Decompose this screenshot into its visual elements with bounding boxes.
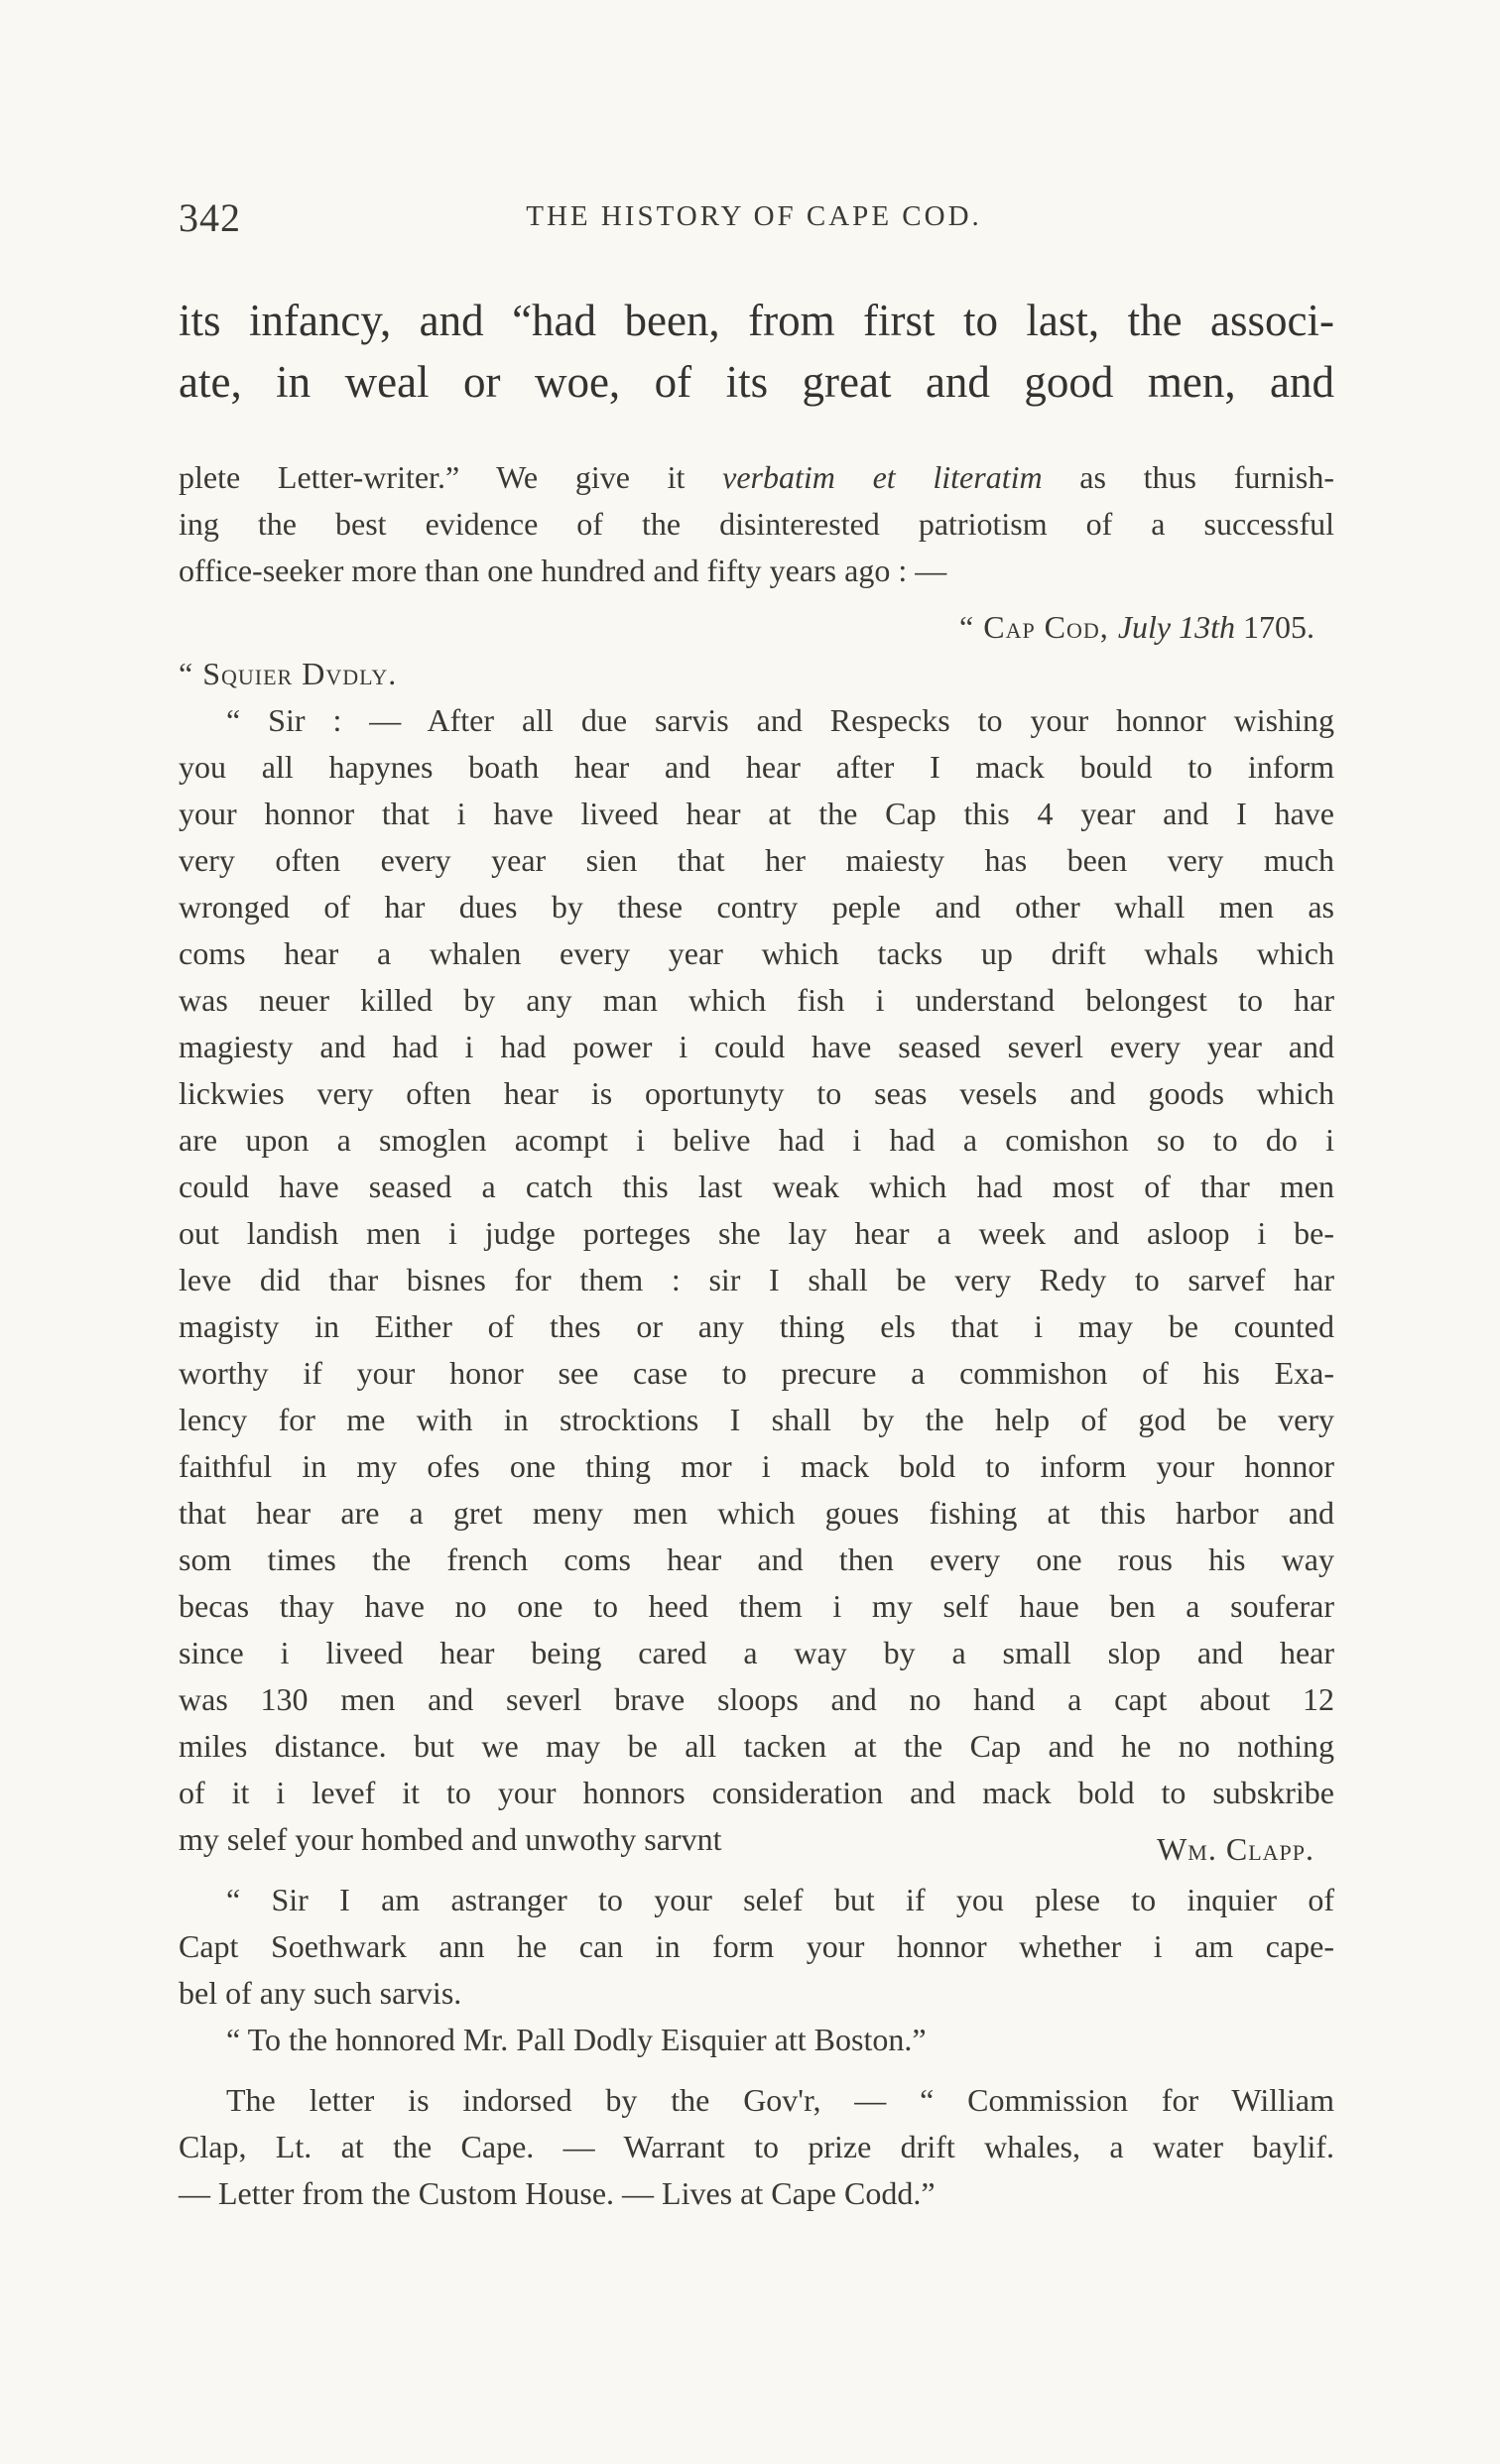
letter-line: lency for me with in strocktions I shall by the help of god be very (179, 1402, 1334, 1437)
postscript-line: Capt Soethwark ann he can in form your honnor whether i am cape- (179, 1928, 1334, 1964)
letter-line: you all hapynes boath hear and hear after I mack bould to inform (179, 749, 1334, 785)
letter-line: “ Sir : — After all due sarvis and Respecks to your honnor wishing (226, 702, 1334, 738)
letter-body (179, 697, 1334, 1867)
letter-line: your honnor that i have liveed hear at the Cap this 4 year and I have (179, 796, 1334, 831)
letter-line: very often every year sien that her maiesty has been very much (179, 842, 1334, 878)
lead-line: its infancy, and “had been, from first to last, the associ- (179, 296, 1334, 345)
intro-text: plete Letter-writer.” We give it (179, 459, 723, 495)
intro-text: as thus furnish- (1042, 459, 1335, 495)
letter-line: worthy if your honor see case to precure a commishon of his Exa- (179, 1355, 1334, 1391)
closing-text: my selef your hombed and unwothy sarvnt (179, 1821, 722, 1857)
intro-line: ing the best evidence of the disinterested patriotism of a successful (179, 506, 1334, 542)
letter-line: leve did thar bisnes for them : sir I shall be very Redy to sarvef har (179, 1262, 1334, 1297)
letter-address: “ To the honnored Mr. Pall Dodly Eisquier att Boston.” (226, 2022, 927, 2057)
letter-line: could have seased a catch this last weak which had most of thar men (179, 1169, 1334, 1204)
postscript-line: “ Sir I am astranger to your selef but if you plese to inquier of (226, 1882, 1334, 1917)
dateline-place: “ Cap Cod, (959, 609, 1118, 645)
letter-line: som times the french coms hear and then every one rous his way (179, 1541, 1334, 1577)
letter-line: magisty in Either of thes or any thing els that i may be counted (179, 1308, 1334, 1344)
letter-line: was 130 men and severl brave sloops and no hand a capt about 12 (179, 1681, 1334, 1717)
signature: Wm. Clapp. (1157, 1831, 1314, 1867)
endorsement-line: — Letter from the Custom House. — Lives at Cape Codd.” (179, 2175, 936, 2211)
intro-line (179, 454, 1334, 501)
dateline-year: 1705. (1235, 609, 1314, 645)
body-text (179, 454, 1334, 2217)
letter-line: coms hear a whalen every year which tacks up drift whals which (179, 935, 1334, 971)
salutation: “ Squier Dvdly. (179, 656, 398, 691)
letter-line: since i liveed hear being cared a way by a small slop and hear (179, 1635, 1334, 1670)
dateline (179, 604, 1334, 651)
endorsement-paragraph (179, 2077, 1334, 2217)
letter-line: becas thay have no one to heed them i my self haue ben a souferar (179, 1588, 1334, 1624)
letter-line: lickwies very often hear is oportunyty to seas vesels and goods which (179, 1075, 1334, 1111)
lead-paragraph (179, 290, 1334, 413)
letter-line: wronged of har dues by these contry peple and other whall men as (179, 889, 1334, 924)
endorsement-line: Clap, Lt. at the Cape. — Warrant to prize drift whales, a water baylif. (179, 2129, 1334, 2164)
letter-line: miles distance. but we may be all tacken at the Cap and he no nothing (179, 1728, 1334, 1764)
endorsement-line: The letter is indorsed by the Gov'r, — “ Commission for William (226, 2082, 1334, 2118)
lead-line: ate, in weal or woe, of its great and good men, and (179, 357, 1334, 407)
page-number: 342 (179, 195, 241, 240)
letter-closing (179, 1816, 1334, 1867)
intro-paragraph (179, 454, 1334, 594)
intro-line: office-seeker more than one hundred and fifty years ago : — (179, 553, 947, 588)
letter-line: are upon a smoglen acompt i belive had i had a comishon so to do i (179, 1122, 1334, 1158)
page-header (179, 194, 1329, 244)
intro-italic: verbatim et literatim (722, 459, 1043, 495)
letter-line: faithful in my ofes one thing mor i mack bold to inform your honnor (179, 1448, 1334, 1484)
letter-line: out landish men i judge porteges she lay hear a week and asloop i be- (179, 1215, 1334, 1251)
letter-line: that hear are a gret meny men which goues fishing at this harbor and (179, 1495, 1334, 1531)
postscript (179, 1877, 1334, 2017)
letter-line: was neuer killed by any man which fish i understand belongest to har (179, 982, 1334, 1018)
postscript-line: bel of any such sarvis. (179, 1975, 462, 2011)
letter-line: magiesty and had i had power i could have seased severl every year and (179, 1029, 1334, 1064)
running-head: THE HISTORY OF CAPE COD. (526, 200, 982, 232)
dateline-date: July 13th (1117, 609, 1235, 645)
letter-line: of it i levef it to your honnors consideration and mack bold to subskribe (179, 1775, 1334, 1810)
